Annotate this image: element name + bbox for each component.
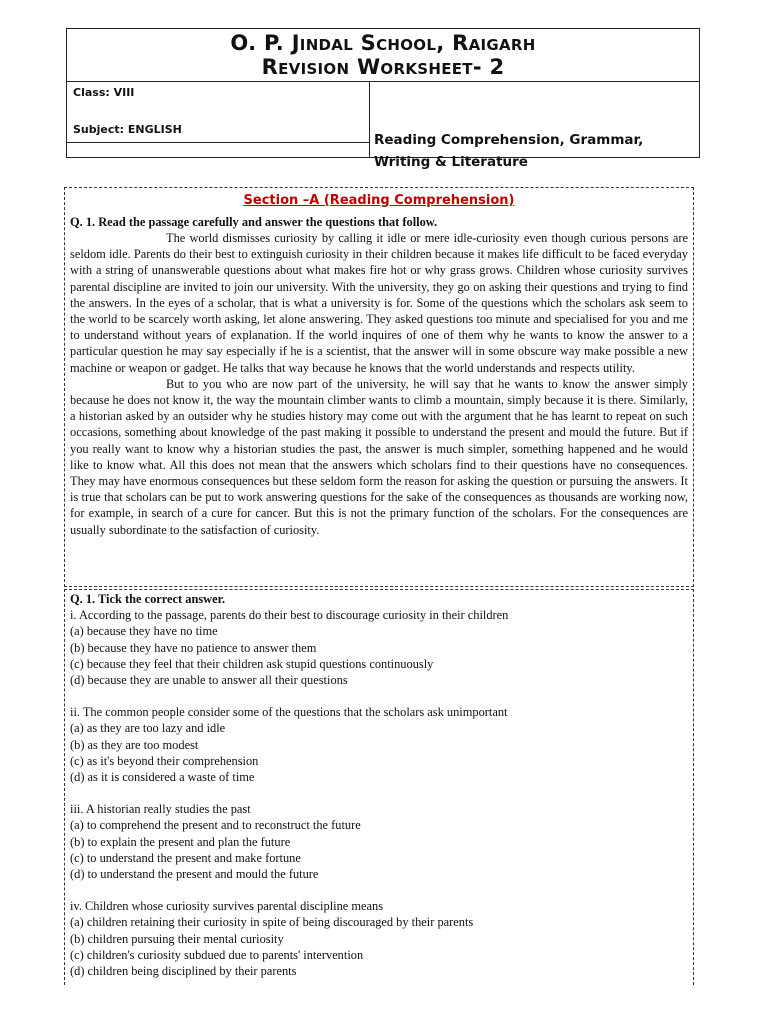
answer-option[interactable]: (b) because they have no patience to answer them (70, 640, 317, 655)
answer-option[interactable]: (b) as they are too modest (70, 737, 199, 752)
mcq-box (64, 589, 694, 985)
answer-option[interactable]: (c) children's curiosity subdued due to parents' intervention (70, 947, 364, 962)
answer-option[interactable]: (c) to understand the present and make fortune (70, 850, 301, 865)
answer-option[interactable]: (d) because they are unable to answer all their questions (70, 673, 348, 688)
mcq-content (70, 591, 688, 979)
section-title: Section –A (Reading Comprehension) (243, 193, 515, 208)
question-stem: i. According to the passage, parents do their best to discourage curiosity in their children (70, 608, 509, 623)
answer-option[interactable]: (b) to explain the present and plan the future (70, 834, 291, 849)
answer-option[interactable]: (a) because they have no time (70, 624, 218, 639)
spacer (70, 688, 688, 704)
passage (70, 230, 688, 538)
answer-option[interactable]: (c) as it's beyond their comprehension (70, 753, 259, 768)
school-name: O. P. Jindal School, Raigarh (230, 31, 536, 55)
topics-cell (370, 81, 699, 170)
title-block (67, 29, 699, 82)
question-heading: Q. 1. Read the passage carefully and answer the questions that follow. (70, 215, 438, 229)
spacer (70, 785, 688, 801)
question-stem: iv. Children whose curiosity survives parental discipline means (70, 899, 384, 914)
subject-label: Subject: ENGLISH (73, 123, 182, 136)
answer-option[interactable]: (d) to understand the present and mould the future (70, 867, 319, 882)
subject-cell (67, 123, 370, 157)
class-label: Class: VIII (73, 86, 135, 99)
answer-option[interactable]: (d) children being disciplined by their parents (70, 964, 297, 979)
worksheet-title: Revision Worksheet- 2 (261, 55, 505, 79)
question-stem: ii. The common people consider some of the questions that the scholars ask unimportant (70, 705, 508, 720)
reading-passage-box (64, 187, 694, 587)
answer-option[interactable]: (d) as it is considered a waste of time (70, 770, 255, 785)
spacer (70, 882, 688, 898)
question-stem: iii. A historian really studies the past (70, 802, 251, 817)
passage-paragraph: The world dismisses curiosity by calling it idle or mere idle-curiosity even though curious persons are seldom idle. Parents do their best to extinguish curiosity in their children because it makes life difficult to be faced everyday with a string of unanswerable questions about what makes fire hot or why grass grows. Children whose curiosity survives parental discipline are invited to join our university. With the university, they go on asking their questions and trying to find the answers. In the eyes of a scholar, that is what a university is for. Some of the questions which the scholars ask seem to the world to be scarcely worth asking, let alone answering. They asked questions too minute and specialised for you and me to understand without years of explanation. If the world inquires of one of them why he wants to know the answer to a particular question he may say especially if he is a scientist, that the answer will in some obscure way make possible a new machine or weapon or gadget. He talks that way because he knows that the world understands and respects utility. (70, 231, 688, 375)
answer-option[interactable]: (a) as they are too lazy and idle (70, 721, 226, 736)
answer-option[interactable]: (a) to comprehend the present and to reconstruct the future (70, 818, 361, 833)
mcq-heading: Q. 1. Tick the correct answer. (70, 592, 226, 606)
passage-paragraph: But to you who are now part of the university, he will say that he wants to know the answer simply because he does not know it, the way the mountain climber wants to climb a mountain, simply because it is there. Similarly, a historian asked by an outsider why he studies history may come out with the argument that he has learnt to repeat on such occasions, something about knowledge of the past making it possible to understand the present and mould the future. But if you really want to know why a historian studies the past, the answer is much simpler, something happened and he would like to know what. All this does not mean that the answers which scholars find to their questions have no consequences. They may have enormous consequences but these seldom form the reason for asking the question or pursuing the answers. It is true that scholars can be put to work answering questions for the sake of the consequences as thousands are working now, for example, in search of a cure for cancer. But this is not the primary function of the scholars. For the consequences are usually subordinate to the satisfaction of curiosity. (70, 376, 688, 537)
header-table (66, 28, 700, 170)
answer-option[interactable]: (c) because they feel that their children ask stupid questions continuously (70, 656, 434, 671)
topics-label: Reading Comprehension, Grammar, Writing & Literature (374, 132, 644, 170)
answer-option[interactable]: (b) children pursuing their mental curiosity (70, 931, 284, 946)
answer-option[interactable]: (a) children retaining their curiosity in spite of being discouraged by their parents (70, 915, 474, 930)
